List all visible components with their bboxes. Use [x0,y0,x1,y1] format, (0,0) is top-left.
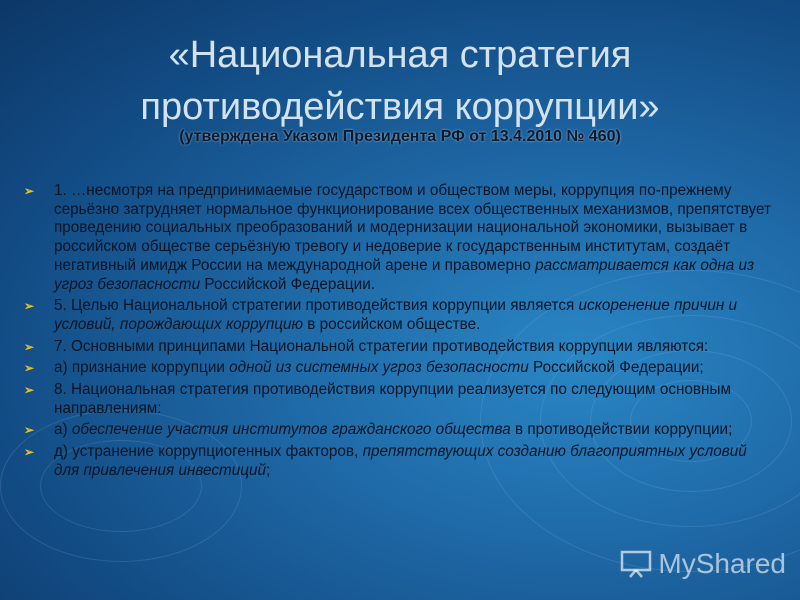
emphasized-text: рассматривается как одна из угроз безопасности [54,256,755,293]
list-item [22,443,772,480]
text-segment: Российской Федерации. [200,275,376,293]
list-item-text [54,297,772,334]
arrow-bullet-icon: ➢ [24,361,35,376]
list-item-text [54,338,772,357]
presentation-board-icon [620,550,652,578]
watermark [620,548,786,580]
emphasized-text: искоренение причин и условий, порождающих коррупцию [54,297,738,333]
text-segment: ; [266,461,271,479]
slide-title: «Национальная стратегия противодействия коррупции» [140,34,660,129]
list-item-text [54,381,772,418]
emphasized-text: одной из системных угроз безопасности [229,359,529,377]
list-item [22,421,772,440]
text-segment: а) признание коррупции [54,359,230,377]
list-item-text [54,359,772,378]
arrow-bullet-icon: ➢ [24,445,35,460]
text-segment: в российском обществе. [303,315,481,333]
arrow-bullet-icon: ➢ [24,339,35,354]
watermark-text: MyShared [658,548,786,579]
arrow-bullet-icon: ➢ [24,299,35,314]
slide-subtitle: (утверждена Указом Президента РФ от 13.4.2010 № 460) [179,128,621,145]
arrow-bullet-icon: ➢ [24,423,35,438]
emphasized-text: обеспечение участия институтов гражданского общества [71,421,511,439]
text-segment: в противодействии коррупции; [510,421,733,439]
list-item [22,297,772,334]
list-item-text [54,421,772,440]
text-segment: 5. Целью Национальной стратегии противодействия коррупции является [54,297,579,315]
text-segment: 8. Национальная стратегия противодействия коррупции реализуется по следующим основным направлениям: [54,381,732,417]
arrow-bullet-icon: ➢ [24,184,35,198]
text-segment: 1. …несмотря на предпринимаемые государством и обществом меры, коррупция по-прежнему серьёзно затрудняет нормальное функционирование всех общественных механизмов, препятствует проведению социальных преобразований и модернизации национальной экономики, вызывает в российском обществе серьёзную тревогу и недоверие к государственным институтам, создаёт негативный имидж России на международной арене и правомерно [54,182,771,274]
bullet-list [22,182,772,484]
text-segment: Российской Федерации; [528,359,704,377]
text-segment: 7. Основными принципами Национальной стратегии противодействия коррупции являются: [54,337,709,355]
list-item [22,381,772,418]
text-segment: а) [54,421,72,439]
arrow-bullet-icon: ➢ [24,383,35,398]
list-item [22,338,772,357]
text-segment: д) устранение коррупциогенных факторов, [54,443,363,461]
list-item-text [54,182,772,294]
list-item-text [54,443,772,480]
emphasized-text: препятствующих созданию благоприятных условий для привлечения инвестиций [54,443,747,479]
list-item [22,182,772,294]
list-item [22,359,772,378]
